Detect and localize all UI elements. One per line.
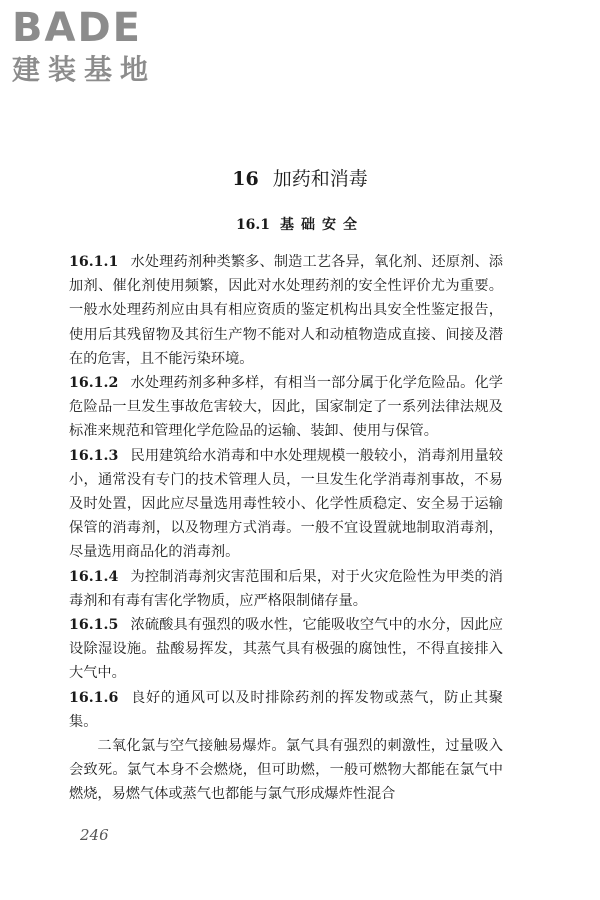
clause-text: 水处理药剂多种多样，有相当一部分属于化学危险品。化学危险品一旦发生事故危害较大，因此，国家制定了一系列法律法规及标准来规范和管理化学危险品的运输、装卸、使用与保管。	[69, 375, 503, 440]
publisher-logo	[12, 6, 156, 86]
logo-wordmark: BADE	[12, 5, 142, 51]
section-number: 16.1	[235, 217, 271, 233]
clause-text: 良好的通风可以及时排除药剂的挥发物或蒸气，防止其聚集。	[69, 689, 503, 730]
clause-number: 16.1.5	[69, 617, 119, 634]
clause-text: 为控制消毒剂灾害范围和后果，对于火灾危险性为甲类的消毒剂和有毒有害化学物质，应严格限制储存量。	[69, 568, 503, 609]
clause-number: 16.1.6	[69, 689, 119, 706]
clause-number: 16.1.4	[69, 568, 119, 585]
section-title: 基础安全	[280, 217, 365, 233]
clause-16-1-4	[69, 565, 503, 613]
clause-16-1-5	[69, 613, 503, 686]
clause-text: 浓硫酸具有强烈的吸水性，它能吸收空气中的水分，因此应设除湿设施。盐酸易挥发，其蒸气具有极强的腐蚀性，不得直接排入大气中。	[69, 617, 503, 682]
clause-text: 水处理药剂种类繁多、制造工艺各异，氧化剂、还原剂、添加剂、催化剂使用频繁，因此对水处理药剂的安全性评价尤为重要。一般水处理药剂应由具有相应资质的鉴定机构出具安全性鉴定报告，使用后其残留物及其衍生产物不能对人和动植物造成直接、间接及潜在的危害，且不能污染环境。	[69, 254, 503, 367]
page-number: 246	[80, 826, 109, 844]
clause-16-1-2	[69, 371, 503, 444]
clause-16-1-6	[69, 686, 503, 734]
clause-16-1-1	[69, 250, 503, 371]
chapter-heading	[0, 165, 600, 193]
section-heading	[0, 213, 600, 237]
chapter-title: 加药和消毒	[272, 168, 368, 190]
clause-number: 16.1.2	[69, 375, 119, 392]
continuation-paragraph: 二氧化氯与空气接触易爆炸。氯气具有强烈的刺激性，过量吸入会致死。氯气本身不会燃烧，但可助燃，一般可燃物大都能在氯气中燃烧，易燃气体或蒸气也都能与氯气形成爆炸性混合	[69, 738, 503, 803]
body-text	[69, 250, 503, 807]
clause-number: 16.1.1	[69, 254, 119, 270]
clause-number: 16.1.3	[69, 447, 119, 464]
logo-chinese-name: 建装基地	[12, 53, 157, 86]
clause-text: 民用建筑给水消毒和中水处理规模一般较小，消毒剂用量较小，通常没有专门的技术管理人员，一旦发生化学消毒剂事故，不易及时处置，因此应尽量选用毒性较小、化学性质稳定、安全易于运输保管的消毒剂，以及物理方式消毒。一般不宜设置就地制取消毒剂，尽量选用商品化的消毒剂。	[69, 447, 503, 561]
clause-16-1-3	[69, 444, 503, 565]
chapter-number: 16	[232, 168, 259, 190]
